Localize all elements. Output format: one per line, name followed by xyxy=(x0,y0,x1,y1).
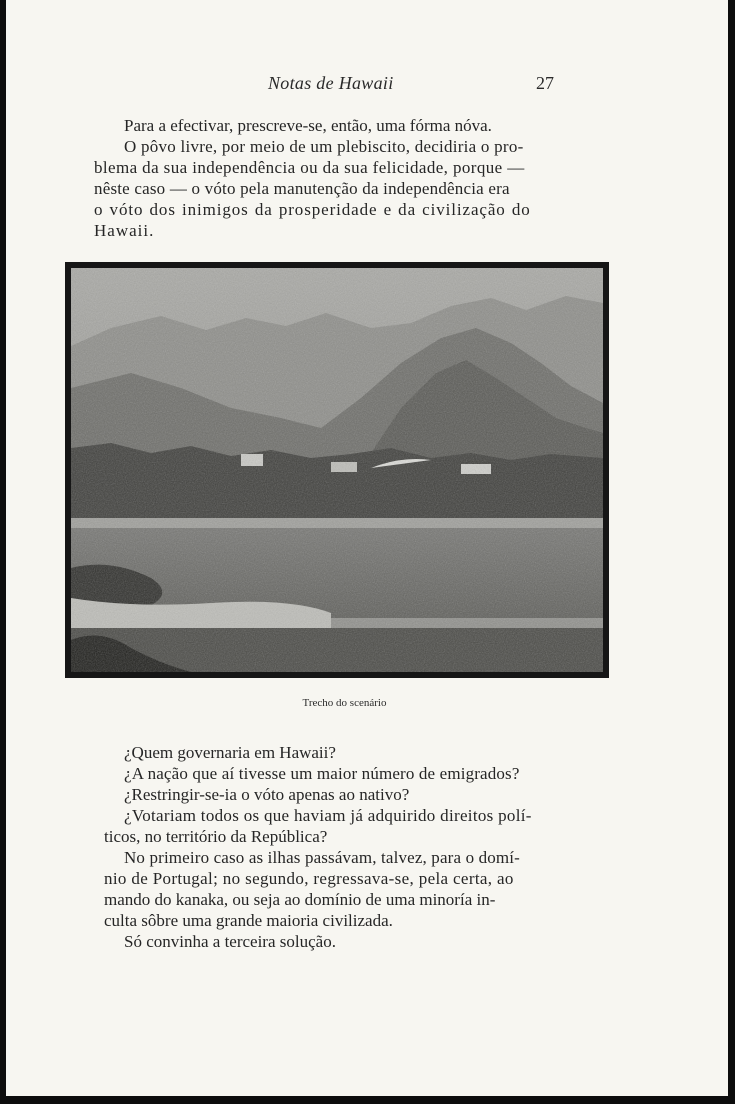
text-line: o vóto dos inimigos da prosperidade e da civilização do xyxy=(94,200,531,219)
landscape-illustration xyxy=(71,268,603,672)
text-line: ¿A nação que aí tivesse um maior número de emigrados? xyxy=(124,764,520,783)
text-line: nio de Portugal; no segundo, regressava-se, pela certa, ao xyxy=(104,869,514,888)
text-line: blema da sua independência ou da sua felicidade, porque — xyxy=(94,158,525,177)
text-line: ticos, no território da República? xyxy=(104,827,328,846)
photo-grain xyxy=(71,268,603,672)
text-line: mando do kanaka, ou seja ao domínio de uma minoría in- xyxy=(104,890,496,909)
text-line: ¿Restringir-se-ia o vóto apenas ao nativo? xyxy=(124,785,410,804)
page-header xyxy=(6,73,728,97)
text-line: O pôvo livre, por meio de um plebiscito, decidiria o pro- xyxy=(124,137,524,156)
paragraph-questions xyxy=(90,742,590,952)
text-line: nêste caso — o vóto pela manutenção da independência era xyxy=(94,179,510,198)
text-line: Hawaii. xyxy=(94,221,155,240)
text-line: Só convinha a terceira solução. xyxy=(124,932,336,951)
text-line: culta sôbre uma grande maioria civilizada. xyxy=(104,911,393,930)
text-line: No primeiro caso as ilhas passávam, talvez, para o domí- xyxy=(124,848,520,867)
running-title: Notas de Hawaii xyxy=(268,73,394,93)
text-line: Para a efectivar, prescreve-se, então, uma fórma nóva. xyxy=(124,116,492,135)
book-page xyxy=(6,0,728,1096)
paragraph-plebiscite xyxy=(94,115,578,241)
text-line: ¿Quem governaria em Hawaii? xyxy=(124,743,336,762)
text-line: ¿Votariam todos os que haviam já adquirido direitos polí- xyxy=(124,806,532,825)
page-number: 27 xyxy=(536,73,554,93)
landscape-photograph xyxy=(65,262,609,678)
figure-caption: Trecho do scenário xyxy=(302,697,387,709)
